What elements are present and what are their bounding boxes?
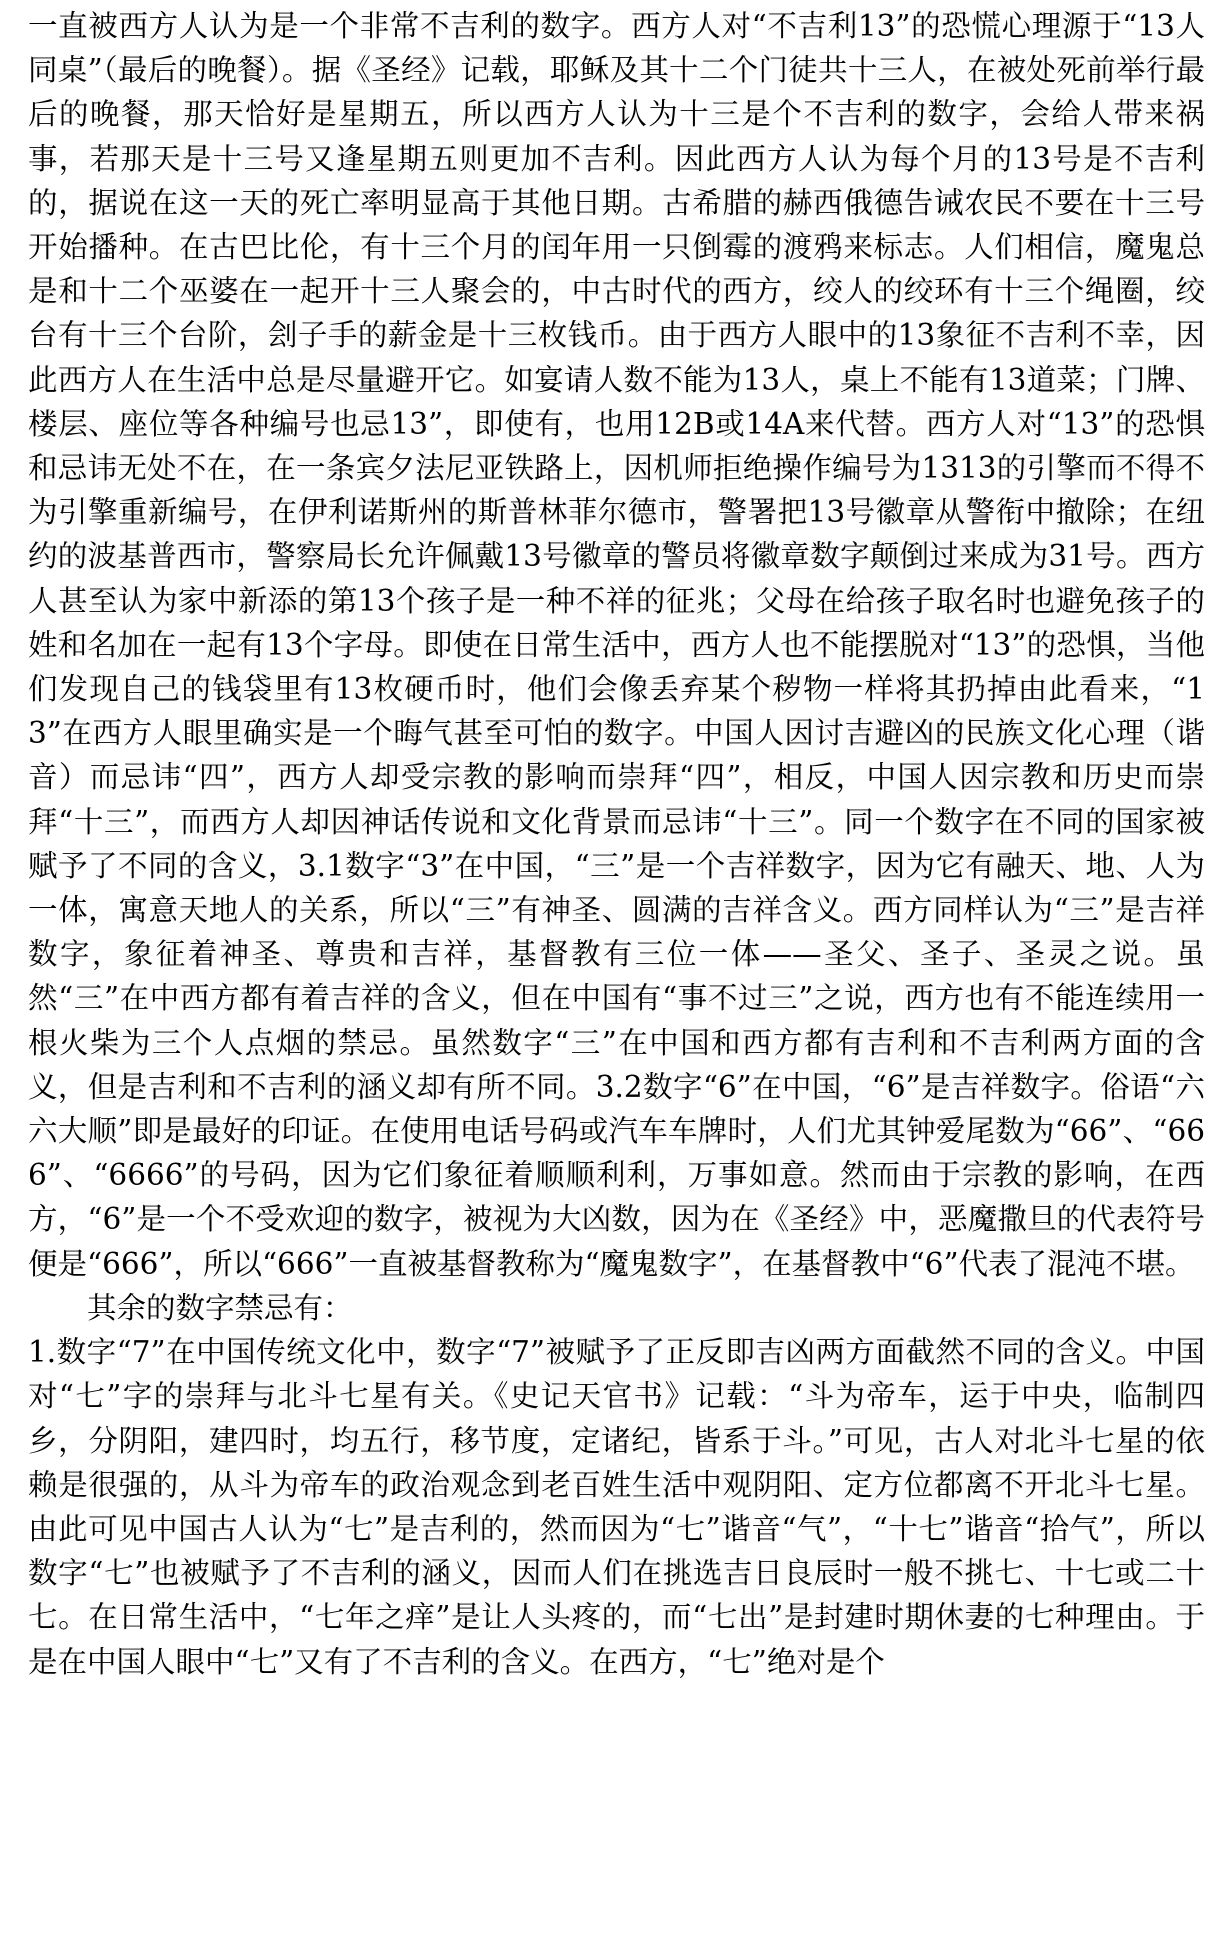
body-paragraph-3: 1.数字“7”在中国传统文化中，数字“7”被赋予了正反即吉凶两方面截然不同的含义。中国对“七”字的崇拜与北斗七星有关。《史记天官书》记载：“斗为帝车，运于中央，临制四乡，分阴阳，建四时，均五行，移节度，定诸纪，皆系于斗。”可见，古人对北斗七星的依赖是很强的，从斗为帝车的政治观念到老百姓生活中观阴阳、定方位都离不开北斗七星。由此可见中国古人认为“七”是吉利的，然而因为“七”谐音“气”，“十七”谐音“拾气”，所以数字“七”也被赋予了不吉利的涵义，因而人们在挑选吉日良辰时一般不挑七、十七或二十七。在日常生活中，“七年之痒”是让人头疼的，而“七出”是封建时期休妻的七种理由。于是在中国人眼中“七”又有了不吉利的含义。在西方，“七”绝对是个: [28, 1335, 1205, 1679]
body-paragraph-2: 其余的数字禁忌有：: [87, 1290, 353, 1325]
body-paragraph-1: 一直被西方人认为是一个非常不吉利的数字。西方人对“不吉利13”的恐慌心理源于“13人同桌”（最后的晚餐）。据《圣经》记载，耶稣及其十二个门徒共十三人，在被处死前举行最后的晚餐，那天恰好是星期五，所以西方人认为十三是个不吉利的数字，会给人带来祸事，若那天是十三号又逢星期五则更加不吉利。因此西方人认为每个月的13号是不吉利的，据说在这一天的死亡率明显高于其他日期。古希腊的赫西俄德告诫农民不要在十三号开始播种。在古巴比伦，有十三个月的闰年用一只倒霉的渡鸦来标志。人们相信，魔鬼总是和十二个巫婆在一起开十三人聚会的，中古时代的西方，绞人的绞环有十三个绳圈，绞台有十三个台阶，刽子手的薪金是十三枚钱币。由于西方人眼中的13象征不吉利不幸，因此西方人在生活中总是尽量避开它。如宴请人数不能为13人，桌上不能有13道菜；门牌、楼层、座位等各种编号也忌13”，即使有，也用12B或14A来代替。西方人对“13”的恐惧和忌讳无处不在，在一条宾夕法尼亚铁路上，因机师拒绝操作编号为1313的引擎而不得不为引擎重新编号，在伊利诺斯州的斯普林菲尔德市，警署把13号徽章从警衔中撤除；在纽约的波基普西市，警察局长允许佩戴13号徽章的警员将徽章数字颠倒过来成为31号。西方人甚至认为家中新添的第13个孩子是一种不祥的征兆；父母在给孩子取名时也避免孩子的姓和名加在一起有13个字母。即使在日常生活中，西方人也不能摆脱对“13”的恐惧，当他们发现自己的钱袋里有13枚硬币时，他们会像丢弃某个秽物一样将其扔掉由此看来，“13”在西方人眼里确实是一个晦气甚至可怕的数字。中国人因讨吉避凶的民族文化心理（谐音）而忌讳“四”，西方人却受宗教的影响而崇拜“四”，相反，中国人因宗教和历史而崇拜“十三”，而西方人却因神话传说和文化背景而忌讳“十三”。同一个数字在不同的国家被赋予了不同的含义，3.1数字“3”在中国，“三”是一个吉祥数字，因为它有融天、地、人为一体，寓意天地人的关系，所以“三”有神圣、圆满的吉祥含义。西方同样认为“三”是吉祥数字，象征着神圣、尊贵和吉祥，基督教有三位一体——圣父、圣子、圣灵之说。虽然“三”在中西方都有着吉祥的含义，但在中国有“事不过三”之说，西方也有不能连续用一根火柴为三个人点烟的禁忌。虽然数字“三”在中国和西方都有吉利和不吉利两方面的含义，但是吉利和不吉利的涵义却有所不同。3.2数字“6”在中国，“6”是吉祥数字。俗语“六六大顺”即是最好的印证。在使用电话号码或汽车车牌时，人们尤其钟爱尾数为“66”、“666”、“6666”的号码，因为它们象征着顺顺利利，万事如意。然而由于宗教的影响，在西方，“6”是一个不受欢迎的数字，被视为大凶数，因为在《圣经》中，恶魔撒旦的代表符号便是“666”，所以“666”一直被基督教称为“魔鬼数字”，在基督教中“6”代表了混沌不堪。: [28, 9, 1205, 1281]
